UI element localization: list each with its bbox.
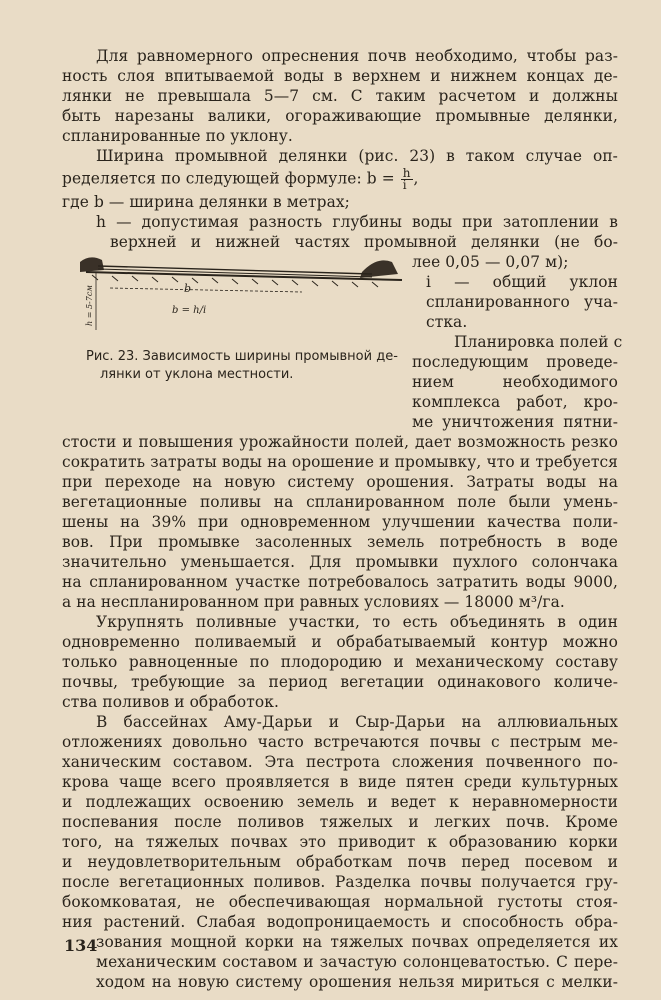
page-number: 134 bbox=[64, 936, 98, 955]
text-line: бокомковатая, не обеспечивающая нормальной густоты стоя- bbox=[62, 893, 618, 911]
text-line: нием необходимого bbox=[412, 373, 618, 391]
text-line: Планировка полей с bbox=[454, 333, 623, 351]
formula-line bbox=[62, 166, 618, 192]
text-line: отложениях довольно часто встречаются почвы с пестрым ме- bbox=[62, 733, 618, 751]
text-line: стости и повышения урожайности полей, дает возможность резко bbox=[62, 433, 618, 451]
text-line: ства поливов и обработок. bbox=[62, 693, 279, 711]
figure-label-b: b bbox=[184, 282, 192, 295]
text-line: Для равномерного опреснения почв необходимо, чтобы раз- bbox=[96, 47, 618, 65]
text-line: быть нарезаны валики, огораживающие промывные делянки, bbox=[62, 107, 618, 125]
figure-label-h: h = 5-7см bbox=[85, 285, 94, 326]
text-line: сократить затраты воды на орошение и промывку, что и требуется bbox=[62, 453, 618, 471]
text-line: спланированные по уклону. bbox=[62, 127, 293, 145]
text-line: ния растений. Слабая водопроницаемость и способность обра- bbox=[62, 913, 618, 931]
text-line: ме уничтожения пятни- bbox=[412, 413, 618, 431]
formula-fraction bbox=[401, 168, 413, 191]
text-line: ханическим составом. Эта пестрота сложения почвенного по- bbox=[62, 753, 618, 771]
caption-line: лянки от уклона местности. bbox=[100, 367, 294, 382]
text-line: последующим проведе- bbox=[412, 353, 618, 371]
formula-denominator: i bbox=[402, 178, 407, 192]
width-dimension-line bbox=[110, 288, 302, 292]
text-line: комплекса работ, кро- bbox=[412, 393, 618, 411]
text-line: лянки не превышала 5—7 см. С таким расчетом и должны bbox=[62, 87, 618, 105]
text-line: на спланированном участке потребовалось затратить воды 9000, bbox=[62, 573, 618, 591]
text-line: Укрупнять поливные участки, то есть объединять в один bbox=[96, 613, 618, 631]
text-line: ределяется по следующей формуле: b = bbox=[62, 169, 395, 188]
text-line: шены на 39% при одновременном улучшении качества поли- bbox=[62, 513, 618, 531]
text-line: Ширина промывной делянки (рис. 23) в таком случае оп- bbox=[96, 147, 618, 165]
text-line: лее 0,05 — 0,07 м); bbox=[412, 253, 569, 271]
text-line: поспевания после поливов тяжелых и легких почв. Кроме bbox=[62, 813, 618, 831]
text-line: зования мощной корки на тяжелых почвах определяется их bbox=[96, 933, 618, 951]
text-line: одновременно поливаемый и обрабатываемый контур можно bbox=[62, 633, 618, 651]
formula-tail: , bbox=[413, 169, 419, 188]
figure-23 bbox=[72, 250, 412, 340]
text-line: вов. При промывке засоленных земель потребность в воде bbox=[62, 533, 618, 551]
text-line: верхней и нижней частях промывной делянки (не бо- bbox=[110, 233, 618, 251]
text-line: и неудовлетворительным обработкам почв перед посевом и bbox=[62, 853, 618, 871]
field-slope-diagram bbox=[72, 250, 412, 340]
text-line: после вегетационных поливов. Разделка почвы получается гру- bbox=[62, 873, 618, 891]
text-line: В бассейнах Аму-Дарьи и Сыр-Дарьи на аллювиальных bbox=[96, 713, 618, 731]
text-line: i — общий уклон bbox=[426, 273, 618, 291]
text-line: только равноценные по плодородию и механическому составу bbox=[62, 653, 618, 671]
text-line: а на неспланированном при равных условиях — 18000 м³/га. bbox=[62, 593, 565, 611]
figure-label-formula: b = h/i bbox=[172, 305, 207, 316]
text-line: где b — ширина делянки в метрах; bbox=[62, 193, 350, 211]
text-line: вегетационные поливы на спланированном поле были умень- bbox=[62, 493, 618, 511]
text-line: крова чаще всего проявляется в виде пятен среди культурных bbox=[62, 773, 618, 791]
text-line: того, на тяжелых почвах это приводит к образованию корки bbox=[62, 833, 618, 851]
text-line: стка. bbox=[426, 313, 468, 331]
formula-numerator: h bbox=[402, 166, 411, 180]
lower-levee-shape bbox=[360, 260, 398, 278]
upper-levee-shape bbox=[80, 257, 104, 272]
text-line: механическим составом и зачастую солонцеватостью. С пере- bbox=[96, 953, 618, 971]
text-line: спланированного уча- bbox=[426, 293, 618, 311]
figure-caption bbox=[86, 348, 406, 384]
text-line: и подлежащих освоению земель и ведет к неравномерности bbox=[62, 793, 618, 811]
text-line: ность слоя впитываемой воды в верхнем и нижнем концах де- bbox=[62, 67, 618, 85]
text-line: ходом на новую систему орошения нельзя мириться с мелки- bbox=[96, 973, 618, 991]
text-line: h — допустимая разность глубины воды при затоплении в bbox=[96, 213, 618, 231]
soil-hatching bbox=[92, 275, 378, 287]
text-line: при переходе на новую систему орошения. Затраты воды на bbox=[62, 473, 618, 491]
text-line: значительно уменьшается. Для промывки пухлого солончака bbox=[62, 553, 618, 571]
text-line: почвы, требующие за период вегетации одинакового количе- bbox=[62, 673, 618, 691]
caption-line: Рис. 23. Зависимость ширины промывной де- bbox=[86, 349, 398, 364]
